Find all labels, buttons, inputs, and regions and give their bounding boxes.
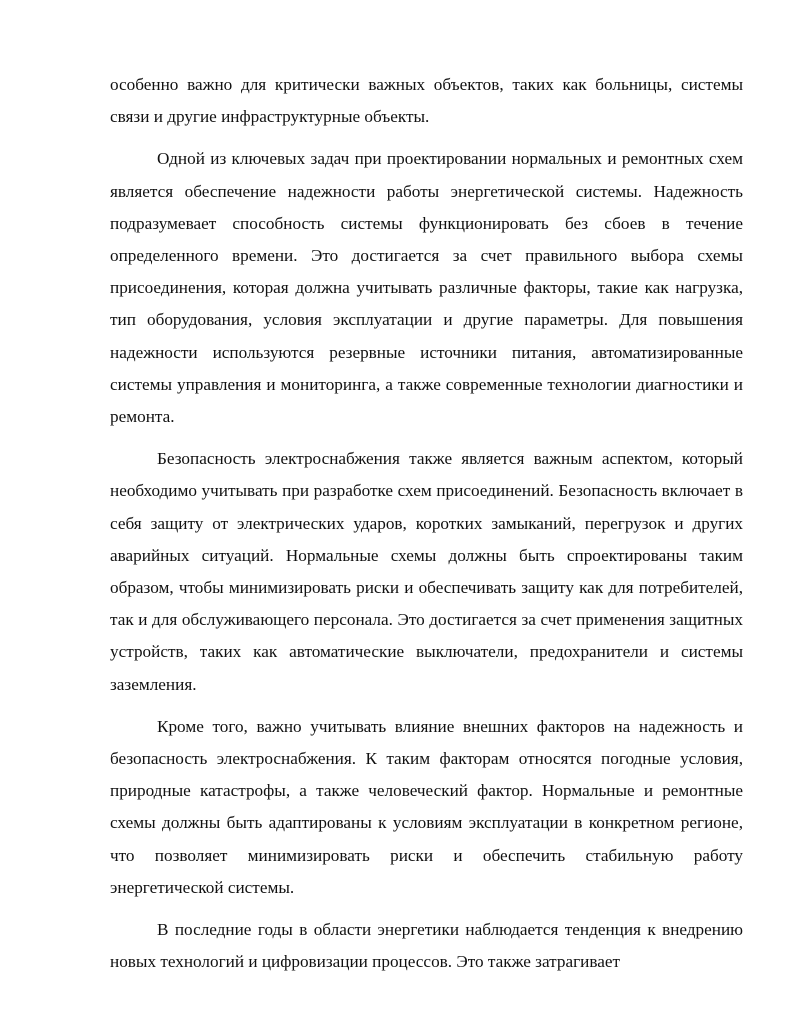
paragraph-reliability: Одной из ключевых задач при проектировании нормальных и ремонтных схем является обеспечение надежности работы энергетической системы. Надежность подразумевает способность системы функционировать без сбоев в течение определенного времени. Это достигается за счет правильного выбора схемы присоединения, которая должна учитывать различные факторы, такие как нагрузка, тип оборудования, условия эксплуатации и другие параметры. Для повышения надежности используются резервные источники питания, автоматизированные системы управления и мониторинга, а также современные технологии диагностики и ремонта. [110,149,743,427]
paragraph-external-factors: Кроме того, важно учитывать влияние внешних факторов на надежность и безопасность электроснабжения. К таким факторам относятся погодные условия, природные катастрофы, а также человеческий фактор. Нормальные и ремонтные схемы должны быть адаптированы к условиям эксплуатации в конкретном регионе, что позволяет минимизировать риски и обеспечить стабильную работу энергетической системы. [110,716,743,897]
paragraph-continuation: особенно важно для критически важных объектов, таких как больницы, системы связи и другие инфраструктурные объекты. [110,75,743,127]
paragraph-safety: Безопасность электроснабжения также является важным аспектом, который необходимо учитывать при разработке схем присоединений. Безопасность включает в себя защиту от электрических ударов, коротких замыканий, перегрузок и других аварийных ситуаций. Нормальные схемы должны быть спроектированы таким образом, чтобы минимизировать риски и обеспечивать защиту как для потребителей, так и для обслуживающего персонала. Это достигается за счет применения защитных устройств, таких как автоматические выключатели, предохранители и системы заземления. [110,449,743,694]
document-page [110,69,743,988]
paragraph-digitalization: В последние годы в области энергетики наблюдается тенденция к внедрению новых технологий и цифровизации процессов. Это также затрагивает [110,920,743,972]
